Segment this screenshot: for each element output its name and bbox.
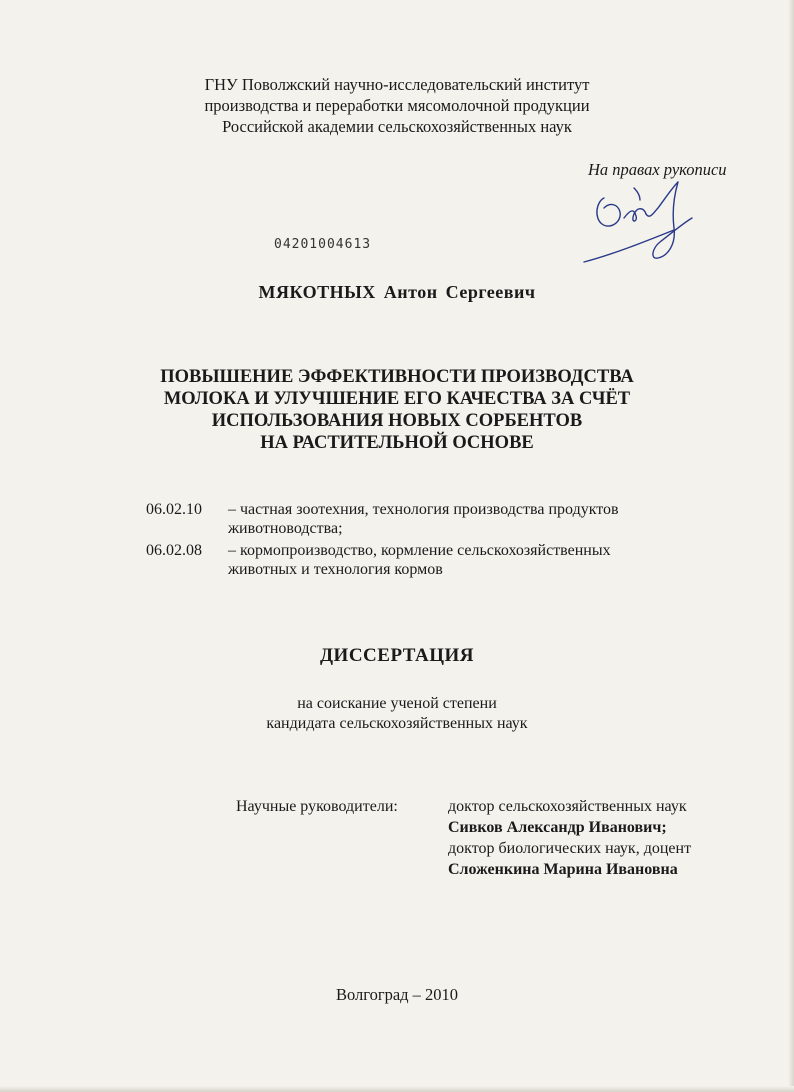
degree-block xyxy=(0,694,794,734)
title-line: НА РАСТИТЕЛЬНОЙ ОСНОВЕ xyxy=(260,433,534,453)
supervisor-degree: доктор сельскохозяйственных наук xyxy=(448,798,687,815)
page-edge-shadow xyxy=(788,0,794,1092)
supervisor-name: Сивков Александр Иванович; xyxy=(448,819,667,836)
title-line: МОЛОКА И УЛУЧШЕНИЕ ЕГО КАЧЕСТВА ЗА СЧЁТ xyxy=(163,389,631,409)
degree-line: кандидата сельскохозяйственных наук xyxy=(266,715,528,732)
institution-line: производства и переработки мясомолочной продукции xyxy=(204,96,590,115)
archive-number: 04201004613 xyxy=(274,237,372,252)
specialty-text: – кормопроизводство, кормление сельскохозяйственных животных и технология кормов xyxy=(228,542,611,578)
specialty-item xyxy=(146,541,678,579)
title-line: ИСПОЛЬЗОВАНИЯ НОВЫХ СОРБЕНТОВ xyxy=(211,411,583,431)
institution-block xyxy=(0,74,794,137)
specialty-text: – частная зоотехния, технология производства продуктов животноводства; xyxy=(228,501,619,537)
title-line: ПОВЫШЕНИЕ ЭФФЕКТИВНОСТИ ПРОИЗВОДСТВА xyxy=(160,367,634,387)
specialty-code: 06.02.08 xyxy=(146,542,202,559)
rights-note: На правах рукописи xyxy=(588,160,727,179)
document-type: ДИССЕРТАЦИЯ xyxy=(319,645,475,666)
institution-line: ГНУ Поволжский научно-исследовательский институт xyxy=(204,75,590,94)
supervisors-block xyxy=(236,796,691,880)
city-year: Волгоград – 2010 xyxy=(335,985,459,1004)
degree-line: на соискание ученой степени xyxy=(297,695,497,712)
supervisor-degree: доктор биологических наук, доцент xyxy=(448,840,692,857)
supervisors-list xyxy=(448,796,691,880)
page-edge-shadow xyxy=(0,1086,794,1092)
supervisor-name: Сложенкина Марина Ивановна xyxy=(448,861,678,878)
author-name: МЯКОТНЫХ Антон Сергеевич xyxy=(258,282,536,302)
dissertation-title xyxy=(0,366,794,454)
specialty-code: 06.02.10 xyxy=(146,501,202,518)
handwritten-signature xyxy=(574,178,704,270)
specialties-list xyxy=(146,500,678,582)
specialty-item xyxy=(146,500,678,538)
institution-line: Российской академии сельскохозяйственных наук xyxy=(222,117,572,136)
supervisors-label: Научные руководители: xyxy=(236,798,398,815)
